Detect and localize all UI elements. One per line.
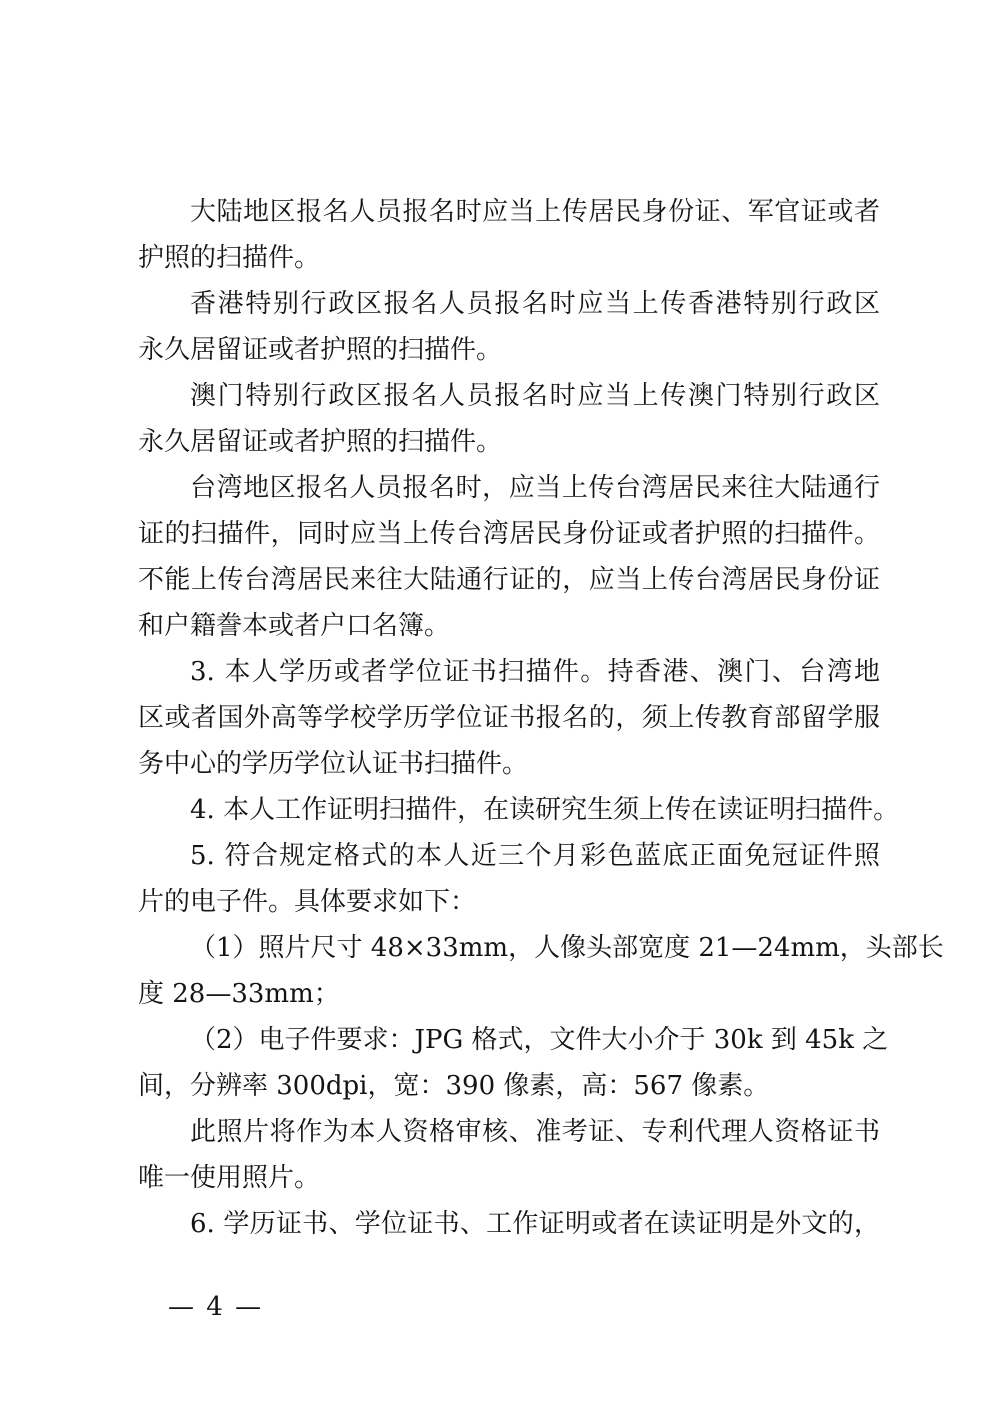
paragraph-1-line-2: 护照的扫描件。 — [138, 243, 321, 273]
paragraph-5-line-3: 务中心的学历学位认证书扫描件。 — [138, 749, 529, 779]
paragraph-9-line-2: 间，分辨率 300dpi，宽：390 像素，高：567 像素。 — [138, 1071, 770, 1101]
paragraph-1-line-1: 大陆地区报名人员报名时应当上传居民身份证、军官证或者 — [190, 197, 880, 227]
paragraph-6-line-1: 4. 本人工作证明扫描件，在读研究生须上传在读证明扫描件。 — [190, 795, 900, 825]
paragraph-3-line-1: 澳门特别行政区报名人员报名时应当上传澳门特别行政区 — [190, 381, 880, 411]
paragraph-4-line-1: 台湾地区报名人员报名时，应当上传台湾居民来往大陆通行 — [190, 473, 880, 503]
paragraph-4-line-4: 和户籍誊本或者户口名簿。 — [138, 611, 451, 641]
paragraph-2-line-2: 永久居留证或者护照的扫描件。 — [138, 335, 503, 365]
paragraph-10-line-2: 唯一使用照片。 — [138, 1163, 321, 1193]
paragraph-2-line-1: 香港特别行政区报名人员报名时应当上传香港特别行政区 — [190, 289, 880, 319]
paragraph-7-line-2: 片的电子件。具体要求如下： — [138, 887, 477, 917]
paragraph-3-line-2: 永久居留证或者护照的扫描件。 — [138, 427, 503, 457]
paragraph-8-line-2: 度 28—33mm； — [138, 979, 340, 1009]
paragraph-8-line-1: （1）照片尺寸 48×33mm，人像头部宽度 21—24mm，头部长 — [190, 933, 944, 963]
paragraph-5-line-1: 3. 本人学历或者学位证书扫描件。持香港、澳门、台湾地 — [190, 657, 880, 687]
page-number: — 4 — — [168, 1292, 264, 1322]
paragraph-4-line-2: 证的扫描件，同时应当上传台湾居民身份证或者护照的扫描件。 — [138, 519, 880, 549]
paragraph-10-line-1: 此照片将作为本人资格审核、准考证、专利代理人资格证书 — [190, 1117, 880, 1147]
paragraph-7-line-1: 5. 符合规定格式的本人近三个月彩色蓝底正面免冠证件照 — [190, 841, 880, 871]
paragraph-4-line-3: 不能上传台湾居民来往大陆通行证的，应当上传台湾居民身份证 — [138, 565, 880, 595]
paragraph-11-line-1: 6. 学历证书、学位证书、工作证明或者在读证明是外文的， — [190, 1209, 880, 1239]
paragraph-9-line-1: （2）电子件要求：JPG 格式，文件大小介于 30k 到 45k 之 — [190, 1025, 889, 1055]
paragraph-5-line-2: 区或者国外高等学校学历学位证书报名的，须上传教育部留学服 — [138, 703, 880, 733]
